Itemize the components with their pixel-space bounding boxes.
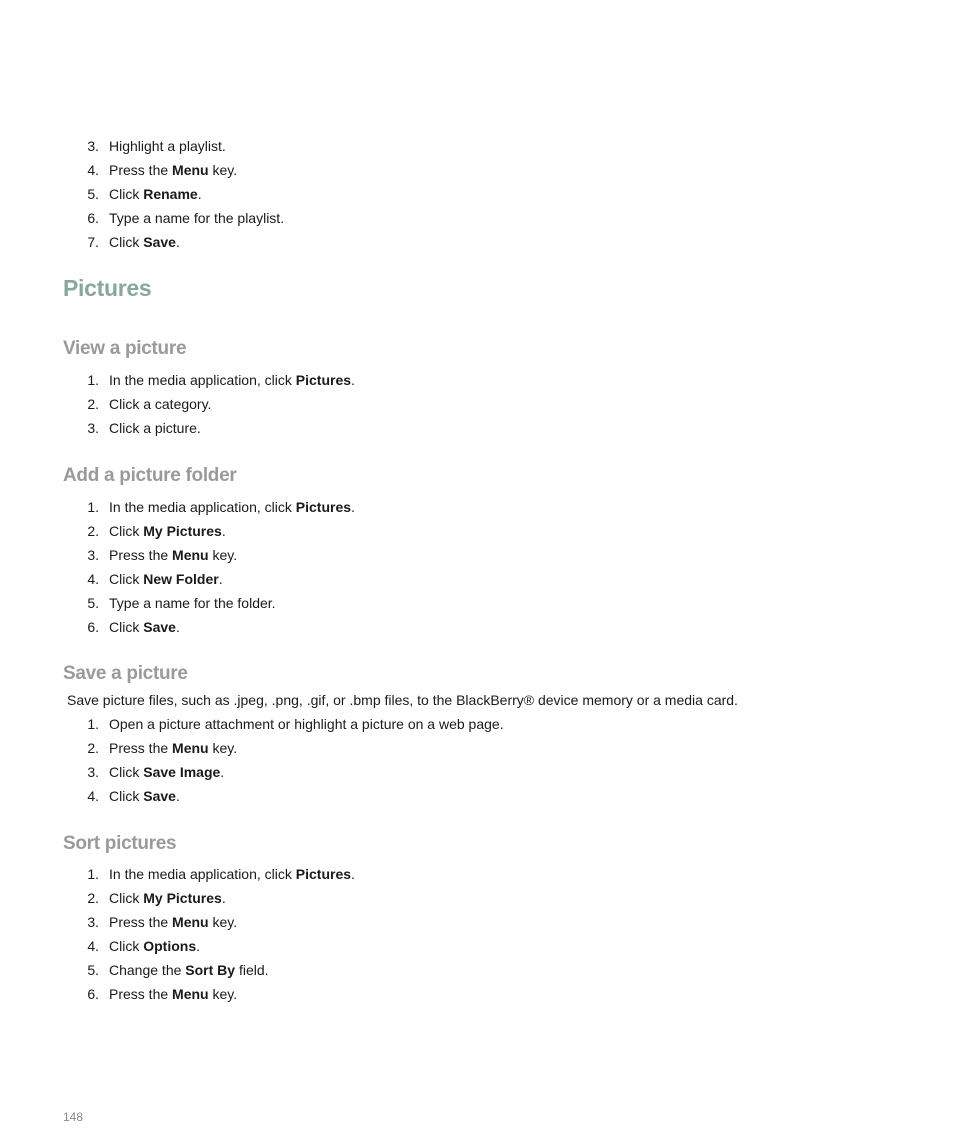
- section-title-add-a-picture-folder: Add a picture folder: [63, 465, 237, 486]
- step-text-segment: .: [351, 372, 355, 388]
- step-text: [109, 567, 223, 591]
- step-text: [109, 886, 226, 910]
- step-text-segment: .: [175, 619, 180, 635]
- list-item: [0, 862, 954, 886]
- list-item: [0, 158, 954, 182]
- step-text-segment: key.: [208, 547, 238, 563]
- step-text: [109, 416, 201, 440]
- ui-term: Menu: [172, 914, 209, 930]
- list-item: [0, 182, 954, 206]
- step-text-segment: Click: [109, 788, 144, 804]
- ui-term: Menu: [172, 740, 209, 756]
- list-item: [0, 760, 954, 784]
- step-number: 3.: [87, 138, 99, 154]
- step-text-segment: In the media application, click: [109, 866, 296, 882]
- step-text-segment: Click: [109, 619, 144, 635]
- ui-term: Sort By: [185, 962, 236, 978]
- step-text: [109, 982, 237, 1006]
- step-text-segment: .: [221, 890, 226, 906]
- step-number: 4.: [87, 938, 99, 954]
- list-item: [0, 910, 954, 934]
- step-text-segment: .: [196, 938, 201, 954]
- save-picture-steps-block: [0, 712, 954, 808]
- step-text-segment: Type a name for the playlist.: [109, 210, 285, 226]
- step-text: [109, 368, 355, 392]
- step-text-segment: .: [351, 499, 355, 515]
- step-text-segment: Click: [109, 186, 144, 202]
- step-number: 6.: [87, 619, 99, 635]
- ui-term: My Pictures: [143, 890, 222, 906]
- step-text-segment: .: [197, 186, 202, 202]
- ui-term: Save: [143, 619, 176, 635]
- ui-term: My Pictures: [143, 523, 222, 539]
- step-number: 1.: [87, 372, 99, 388]
- view-picture-steps-block: [0, 368, 954, 440]
- sort-pictures-steps-block: [0, 862, 954, 1006]
- step-text: [109, 784, 180, 808]
- step-text: [109, 519, 226, 543]
- list-item: [0, 982, 954, 1006]
- step-text-segment: Click: [109, 764, 144, 780]
- step-text-segment: .: [220, 764, 225, 780]
- step-text-segment: Press the: [109, 914, 173, 930]
- section-title-save-a-picture: Save a picture: [63, 663, 188, 684]
- list-item: [0, 712, 954, 736]
- step-text-segment: Open a picture attachment or highlight a picture on a web page.: [109, 716, 504, 732]
- step-text-segment: Highlight a playlist.: [109, 138, 226, 154]
- playlist-steps-list: [0, 134, 954, 254]
- step-number: 1.: [87, 499, 99, 515]
- ui-term: Menu: [172, 162, 209, 178]
- save-picture-intro: Save picture files, such as .jpeg, .png, .gif, or .bmp files, to the BlackBerry® device memory or a media card.: [67, 692, 738, 708]
- step-text: [109, 495, 355, 519]
- list-item: [0, 495, 954, 519]
- step-text: [109, 958, 269, 982]
- step-text: [109, 182, 202, 206]
- ui-term: Menu: [172, 547, 209, 563]
- step-text-segment: Click: [109, 571, 144, 587]
- step-text-segment: .: [221, 523, 226, 539]
- chapter-title: Pictures: [63, 275, 152, 301]
- step-text-segment: Click a category.: [109, 396, 212, 412]
- step-text-segment: .: [175, 788, 180, 804]
- step-number: 6.: [87, 210, 99, 226]
- ui-term: Menu: [172, 986, 209, 1002]
- step-text-segment: key.: [208, 740, 238, 756]
- step-text: [109, 134, 226, 158]
- ui-term: Save: [143, 788, 176, 804]
- step-text-segment: Type a name for the folder.: [109, 595, 276, 611]
- section-title-view-a-picture: View a picture: [63, 338, 187, 359]
- step-number: 7.: [87, 234, 99, 250]
- step-text-segment: key.: [208, 986, 238, 1002]
- section-title-sort-pictures: Sort pictures: [63, 833, 177, 854]
- step-text-segment: field.: [235, 962, 269, 978]
- ui-term: Save Image: [143, 764, 221, 780]
- ui-term: Pictures: [295, 499, 352, 515]
- step-number: 2.: [87, 523, 99, 539]
- step-text-segment: Click: [109, 938, 144, 954]
- list-item: [0, 392, 954, 416]
- step-number: 3.: [87, 764, 99, 780]
- step-text-segment: Press the: [109, 740, 173, 756]
- step-text-segment: Change the: [109, 962, 186, 978]
- step-text: [109, 392, 211, 416]
- step-number: 2.: [87, 890, 99, 906]
- step-text: [109, 736, 237, 760]
- step-text: [109, 158, 237, 182]
- step-text-segment: Click: [109, 523, 144, 539]
- step-text-segment: .: [351, 866, 355, 882]
- step-text: [109, 591, 276, 615]
- list-item: [0, 784, 954, 808]
- step-number: 5.: [87, 186, 99, 202]
- step-text-segment: In the media application, click: [109, 372, 296, 388]
- step-text: [109, 230, 180, 254]
- ui-term: Options: [143, 938, 197, 954]
- ui-term: Rename: [143, 186, 198, 202]
- step-number: 3.: [87, 420, 99, 436]
- step-number: 4.: [87, 788, 99, 804]
- list-item: [0, 886, 954, 910]
- step-text: [109, 760, 224, 784]
- list-item: [0, 934, 954, 958]
- ui-term: Save: [143, 234, 176, 250]
- step-text: [109, 712, 504, 736]
- playlist-steps-block: [0, 134, 954, 254]
- step-text: [109, 934, 200, 958]
- step-text-segment: Press the: [109, 162, 173, 178]
- list-item: [0, 230, 954, 254]
- step-text: [109, 615, 180, 639]
- list-item: [0, 206, 954, 230]
- step-text: [109, 862, 355, 886]
- step-text-segment: In the media application, click: [109, 499, 296, 515]
- page-number: 148: [63, 1110, 84, 1124]
- add-folder-steps-list: [0, 495, 954, 639]
- step-text-segment: Click: [109, 890, 144, 906]
- list-item: [0, 134, 954, 158]
- step-number: 3.: [87, 914, 99, 930]
- sort-pictures-steps-list: [0, 862, 954, 1006]
- step-number: 2.: [87, 396, 99, 412]
- list-item: [0, 368, 954, 392]
- step-number: 3.: [87, 547, 99, 563]
- list-item: [0, 591, 954, 615]
- ui-term: Pictures: [295, 866, 352, 882]
- step-text: [109, 543, 237, 567]
- step-text-segment: .: [218, 571, 223, 587]
- step-number: 1.: [87, 866, 99, 882]
- list-item: [0, 519, 954, 543]
- step-text-segment: Click a picture.: [109, 420, 201, 436]
- step-number: 1.: [87, 716, 99, 732]
- list-item: [0, 543, 954, 567]
- list-item: [0, 615, 954, 639]
- step-text-segment: key.: [208, 162, 238, 178]
- step-number: 4.: [87, 162, 99, 178]
- step-number: 5.: [87, 962, 99, 978]
- view-picture-steps-list: [0, 368, 954, 440]
- ui-term: New Folder: [143, 571, 219, 587]
- list-item: [0, 416, 954, 440]
- add-folder-steps-block: [0, 495, 954, 639]
- step-text-segment: Click: [109, 234, 144, 250]
- step-text: [109, 206, 284, 230]
- step-text: [109, 910, 237, 934]
- list-item: [0, 958, 954, 982]
- list-item: [0, 567, 954, 591]
- step-number: 4.: [87, 571, 99, 587]
- step-number: 2.: [87, 740, 99, 756]
- step-text-segment: Press the: [109, 986, 173, 1002]
- step-number: 5.: [87, 595, 99, 611]
- step-text-segment: key.: [208, 914, 238, 930]
- list-item: [0, 736, 954, 760]
- ui-term: Pictures: [295, 372, 352, 388]
- step-number: 6.: [87, 986, 99, 1002]
- step-text-segment: .: [175, 234, 180, 250]
- step-text-segment: Press the: [109, 547, 173, 563]
- save-picture-steps-list: [0, 712, 954, 808]
